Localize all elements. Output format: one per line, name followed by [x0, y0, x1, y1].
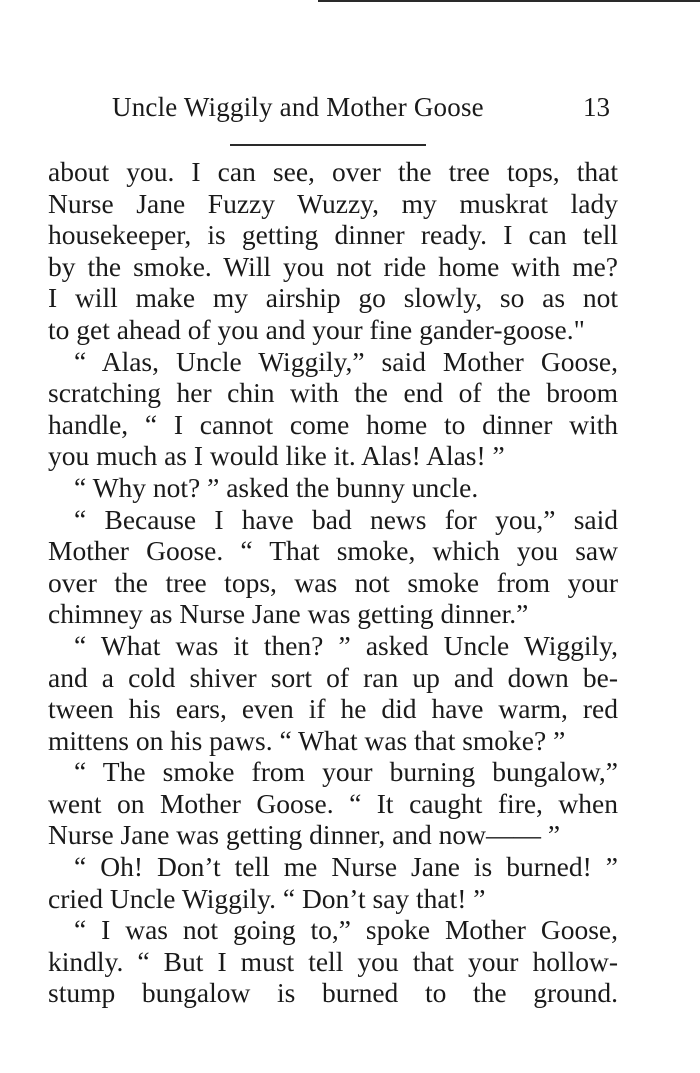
text-line: housekeeper, is getting dinner ready. I can tell — [48, 219, 618, 251]
text-line: “ Because I have bad news for you,” said — [74, 503, 618, 535]
text-line: tween his ears, even if he did have warm, red — [48, 693, 618, 725]
text-line: Nurse Jane was getting dinner, and now—— ” — [48, 819, 561, 851]
text-line: handle, “ I cannot come home to dinner with — [48, 408, 618, 440]
page-header — [0, 92, 700, 128]
text-line: kindly. “ But I must tell you that your hollow- — [48, 945, 618, 977]
text-line: “ Alas, Uncle Wiggily,” said Mother Goose, — [74, 345, 618, 377]
text-line: scratching her chin with the end of the broom — [48, 377, 618, 409]
text-line: I will make my airship go slowly, so as not — [48, 282, 618, 314]
page-number: 13 — [583, 92, 610, 122]
text-line: mittens on his paws. “ What was that smoke? ” — [48, 724, 566, 756]
body-text — [48, 156, 618, 1009]
text-line: Mother Goose. “ That smoke, which you saw — [48, 535, 618, 567]
text-line: went on Mother Goose. “ It caught fire, when — [48, 787, 618, 819]
text-line: about you. I can see, over the tree tops, that — [48, 156, 618, 187]
text-line: “ I was not going to,” spoke Mother Goose, — [74, 914, 618, 946]
text-line: “ The smoke from your burning bungalow,” — [74, 756, 618, 788]
text-line: “ What was it then? ” asked Uncle Wiggily, — [74, 629, 618, 661]
text-line: cried Uncle Wiggily. “ Don’t say that! ” — [48, 882, 486, 914]
text-line: “ Oh! Don’t tell me Nurse Jane is burned! ” — [74, 851, 618, 883]
text-line: Nurse Jane Fuzzy Wuzzy, my muskrat lady — [48, 187, 618, 219]
text-line: chimney as Nurse Jane was getting dinner.” — [48, 598, 529, 630]
text-line: “ Why not? ” asked the bunny uncle. — [74, 471, 479, 503]
text-line: by the smoke. Will you not ride home with me? — [48, 250, 618, 282]
running-head: Uncle Wiggily and Mother Goose — [112, 92, 484, 122]
header-rule — [230, 144, 426, 146]
text-line: and a cold shiver sort of ran up and down be- — [48, 661, 618, 693]
text-line: over the tree tops, was not smoke from your — [48, 566, 618, 598]
text-line: you much as I would like it. Alas! Alas! ” — [48, 440, 505, 472]
text-line: stump bungalow is burned to the ground. — [48, 977, 618, 1009]
top-edge-rule — [318, 0, 700, 2]
text-line: to get ahead of you and your fine gander-goose." — [48, 313, 585, 345]
